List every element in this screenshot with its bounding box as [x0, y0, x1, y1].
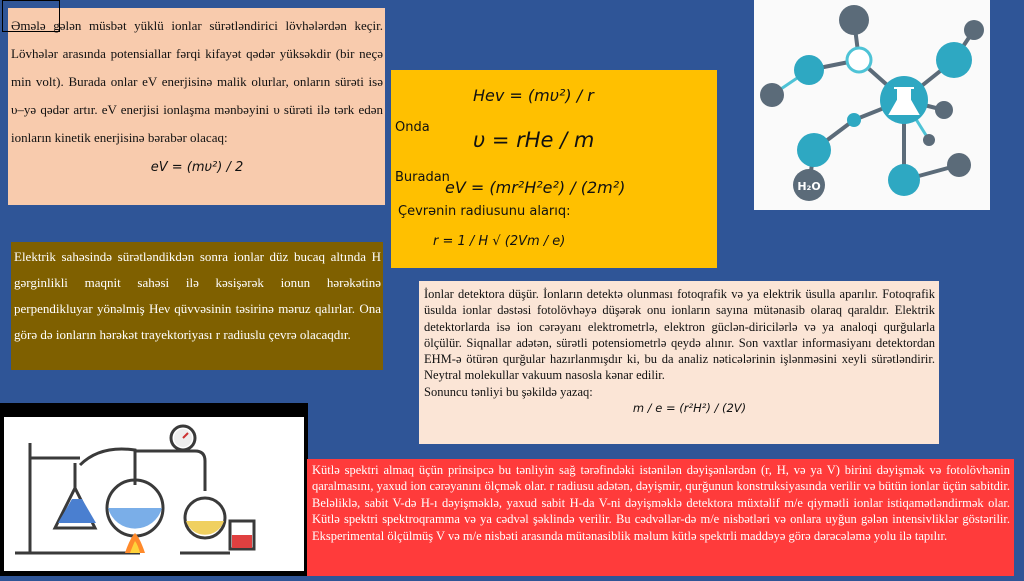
detector-textbox[interactable]	[419, 281, 939, 444]
ion-acceleration-textbox[interactable]	[8, 8, 385, 205]
energy-substitution-formula: eV = (mr²H²e²) / (2m²)	[445, 178, 626, 197]
final-equation-caption: Sonuncu tənliyi bu şəkildə yazaq:	[424, 384, 593, 399]
radius-formula: r = 1 / H √ (2Vm / e)	[433, 234, 566, 249]
mass-spectrum-textbox[interactable]	[307, 459, 1014, 576]
h2o-label: H₂O	[797, 180, 821, 193]
onda-label: Onda	[395, 120, 430, 135]
magnetic-field-text: Elektrik sahəsində sürətləndikdən sonra ionlar düz bucaq altında H gərginlikli maqnit sahəsi ilə kəsişərək ionun hərəkətinə perpendikluyar yönəlmiş Heν qüvvəsinin təsirinə məruz qalırlar. Ona görə də ionların hərəkət trayektoriyası r radiuslu çevrə olacaqdır.	[14, 249, 381, 342]
science-network-illustration	[754, 0, 990, 210]
lab-equipment-image	[0, 403, 308, 576]
formula-panel[interactable]	[391, 70, 717, 268]
detector-text: İonlar detektora düşür. İonların detektə olunması fotoqrafik və ya elektrik üsulla aparılır. Fotoqrafik üsulda ionlar dəstəsi fotolövhəyə düşərək onu ionların sayına mütənasib olaraq qaraldır. Elektrik detektorlarda isə ion cərəyanı elektrometrlə, elektron güclən-diricilərlə və ya analoqi qurğularla ölçülür. Siqnallar adətən, sürətli potensiometrlə qeydə alınır. Son vaxtlar informasiyanı detektordan EHM-ə ötürən qurğular hazırlanmışdır ki, bu da analiz nəticələrinin işlənməsini xeyli sürətləndirir. Neytral molekullar vakuum nasosla kənar edilir.	[424, 287, 935, 383]
ion-acceleration-text: Əmələ gələn müsbət yüklü ionlar sürətləndirici lövhələrdən keçir. Lövhələr arasında potensiallar fərqi kifayət qədər yüksəkdir (bir neçə min volt). Burada onlar eV enerjisinə malik olurlar, onların sürəti isə υ–yə qədər artır. eV enerjisi ionlaşma mənbəyini υ sürəti ilə tərk edən ionların kinetik enerjisinə bərabər olacaq:	[11, 18, 383, 145]
magnetic-field-textbox[interactable]	[11, 242, 383, 370]
mass-charge-formula: m / e = (r²H²) / (2V)	[632, 401, 747, 416]
radius-caption: Çevrənin radiusunu alarıq:	[398, 204, 571, 219]
lorentz-force-formula: Hev = (mυ²) / r	[473, 86, 594, 105]
science-network-image	[754, 0, 990, 210]
mass-spectrum-text: Kütlə spektri almaq üçün prinsipcə bu tənliyin sağ tərəfindəki istənilən dəyişənlərdən (r, H, və ya V) birini dəyişmək və fotolövhənin qaralmasını, yaxud ion cərəyanını ölçmək olar. r radiusu adətən, dəyişmir, qurğunun konstruksiyasında verilir və bütün ionlar üçün sabitdir. Beləliklə, sabit V-də H-ı dəyişməklə, yaxud sabit H-da V-ni dəyişməklə detektora müxtəlif m/e qiymətli ionlar istiqamətləndirmək olar. Kütlə spektri spektroqramma və ya cədvəl şəklində verilir. Bu cədvəllər-də m/e nisbətləri və onlara uyğun gələn intensivliklər göstərilir. Eksperimental ölçülmüş V və m/e nisbəti arasında mütənasiblik məlum kütlə spektrli maddəyə görə dərəcələmə yolu ilə tapılır.	[312, 463, 1010, 543]
selection-handle[interactable]	[2, 0, 60, 32]
buradan-label: Buradan	[395, 170, 450, 185]
velocity-formula: υ = rHe / m	[473, 128, 595, 152]
kinetic-energy-formula: eV = (mυ²) / 2	[150, 160, 244, 175]
lab-equipment-illustration	[0, 403, 308, 576]
